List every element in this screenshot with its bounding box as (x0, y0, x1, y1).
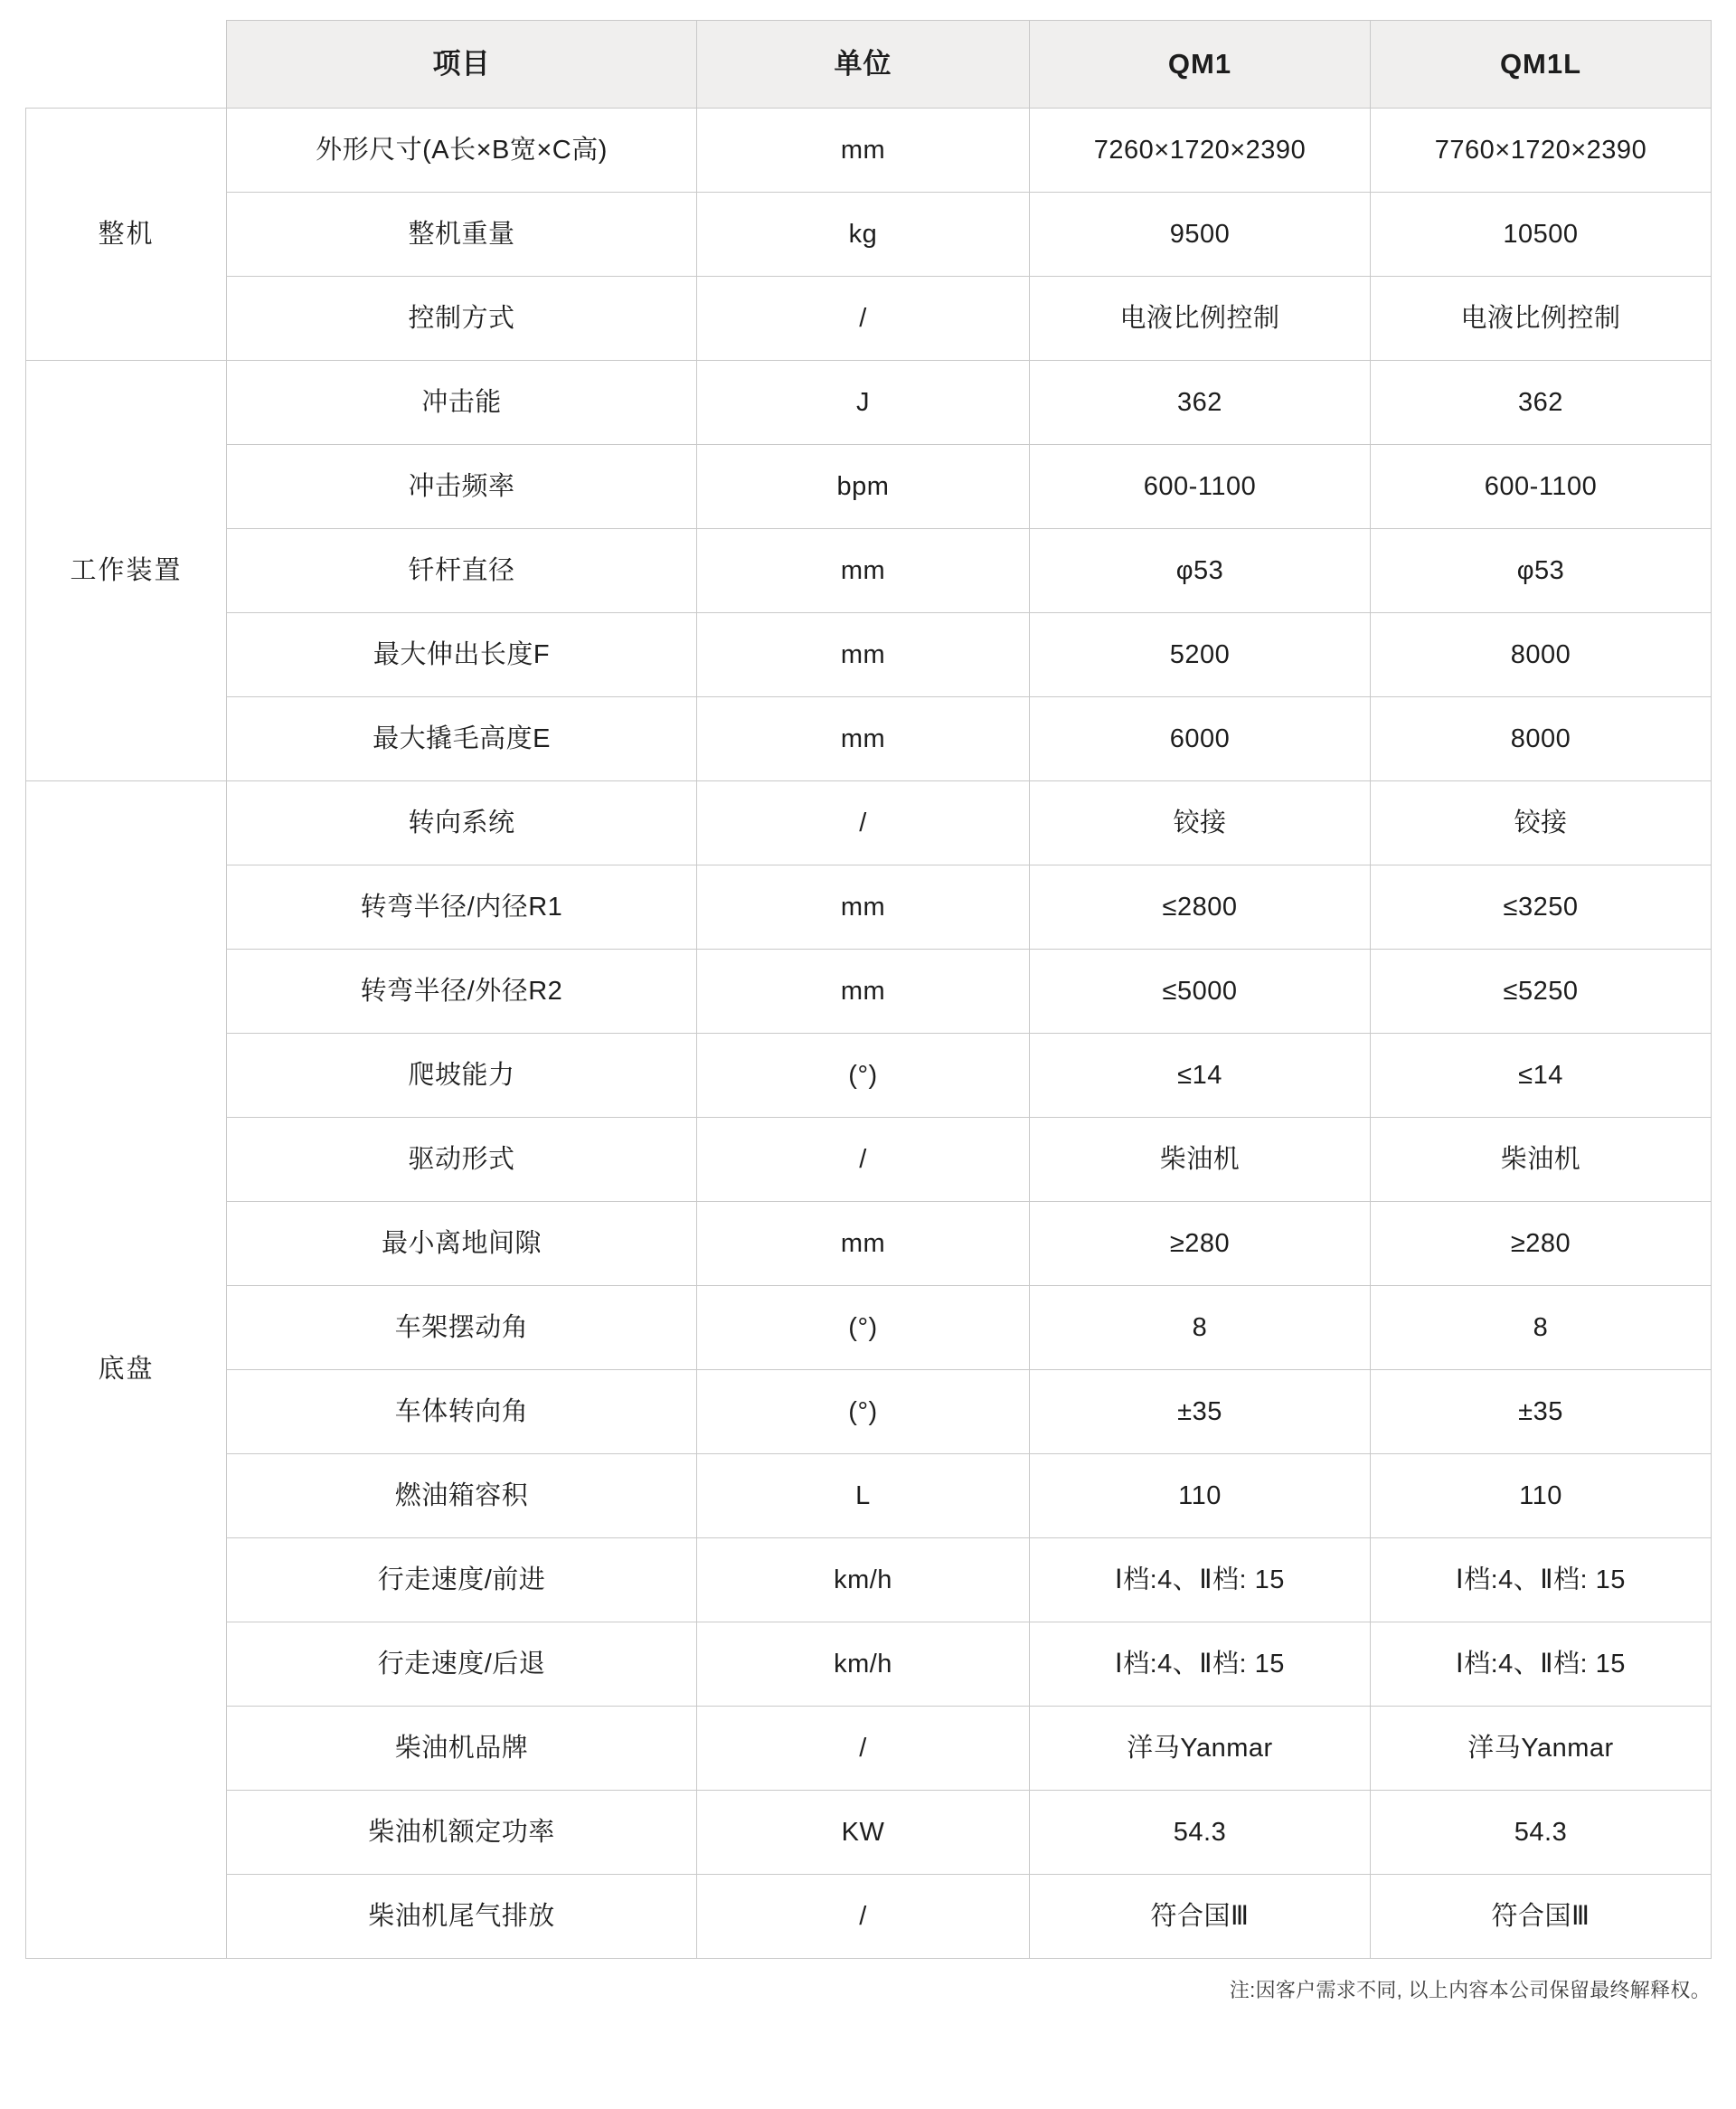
cell-item: 钎杆直径 (227, 529, 697, 613)
cell-qm1l: 洋马Yanmar (1371, 1707, 1712, 1791)
cell-qm1l: 8000 (1371, 697, 1712, 781)
cell-item: 行走速度/前进 (227, 1538, 697, 1622)
table-row (26, 865, 1712, 950)
cell-item: 柴油机品牌 (227, 1707, 697, 1791)
table-row (26, 1370, 1712, 1454)
cell-unit: mm (697, 1202, 1030, 1286)
cell-qm1: 54.3 (1030, 1791, 1371, 1875)
table-row (26, 781, 1712, 865)
header-row (26, 21, 1712, 109)
cell-qm1l: 10500 (1371, 193, 1712, 277)
cell-item: 柴油机尾气排放 (227, 1875, 697, 1959)
cell-item: 转弯半径/外径R2 (227, 950, 697, 1034)
cell-qm1l: 110 (1371, 1454, 1712, 1538)
table-row (26, 1118, 1712, 1202)
cell-unit: / (697, 1875, 1030, 1959)
header-item: 项目 (227, 21, 697, 109)
cell-qm1l: ≤5250 (1371, 950, 1712, 1034)
cell-qm1: 洋马Yanmar (1030, 1707, 1371, 1791)
cell-qm1l: ≤3250 (1371, 865, 1712, 950)
cell-qm1l: ≥280 (1371, 1202, 1712, 1286)
cell-qm1l: 8000 (1371, 613, 1712, 697)
table-row (26, 1202, 1712, 1286)
table-row (26, 1791, 1712, 1875)
header-group-blank (26, 21, 227, 109)
cell-unit: / (697, 1707, 1030, 1791)
cell-item: 爬坡能力 (227, 1034, 697, 1118)
table-row (26, 697, 1712, 781)
cell-qm1: 362 (1030, 361, 1371, 445)
cell-qm1l: 柴油机 (1371, 1118, 1712, 1202)
cell-unit: kg (697, 193, 1030, 277)
table-header (26, 21, 1712, 109)
cell-item: 车架摆动角 (227, 1286, 697, 1370)
cell-qm1l: 600-1100 (1371, 445, 1712, 529)
footnote: 注:因客户需求不同, 以上内容本公司保留最终解释权。 (1229, 1979, 1711, 2001)
cell-unit: (°) (697, 1034, 1030, 1118)
cell-unit: bpm (697, 445, 1030, 529)
header-qm1: QM1 (1030, 21, 1371, 109)
cell-qm1l: ±35 (1371, 1370, 1712, 1454)
table-row (26, 445, 1712, 529)
row-group-label: 工作装置 (26, 361, 227, 781)
cell-qm1l: 电液比例控制 (1371, 277, 1712, 361)
cell-qm1: ≤14 (1030, 1034, 1371, 1118)
table-row (26, 1286, 1712, 1370)
cell-unit: / (697, 277, 1030, 361)
cell-item: 燃油箱容积 (227, 1454, 697, 1538)
cell-item: 控制方式 (227, 277, 697, 361)
cell-qm1: 柴油机 (1030, 1118, 1371, 1202)
cell-item: 转向系统 (227, 781, 697, 865)
row-group-label: 整机 (26, 109, 227, 361)
cell-qm1: ≤5000 (1030, 950, 1371, 1034)
cell-qm1: φ53 (1030, 529, 1371, 613)
cell-qm1: 符合国Ⅲ (1030, 1875, 1371, 1959)
cell-qm1: Ⅰ档:4、Ⅱ档: 15 (1030, 1622, 1371, 1707)
header-unit: 单位 (697, 21, 1030, 109)
cell-qm1: 7260×1720×2390 (1030, 109, 1371, 193)
table-row (26, 361, 1712, 445)
table-row (26, 193, 1712, 277)
table-row (26, 1622, 1712, 1707)
cell-qm1l: 8 (1371, 1286, 1712, 1370)
cell-item: 驱动形式 (227, 1118, 697, 1202)
cell-qm1: 9500 (1030, 193, 1371, 277)
cell-item: 冲击能 (227, 361, 697, 445)
cell-unit: km/h (697, 1622, 1030, 1707)
cell-qm1: ≤2800 (1030, 865, 1371, 950)
cell-qm1l: 54.3 (1371, 1791, 1712, 1875)
cell-unit: / (697, 781, 1030, 865)
cell-unit: (°) (697, 1370, 1030, 1454)
cell-item: 整机重量 (227, 193, 697, 277)
specification-table (25, 20, 1712, 1959)
cell-item: 转弯半径/内径R1 (227, 865, 697, 950)
cell-unit: L (697, 1454, 1030, 1538)
cell-item: 冲击频率 (227, 445, 697, 529)
cell-qm1l: 7760×1720×2390 (1371, 109, 1712, 193)
cell-qm1: 5200 (1030, 613, 1371, 697)
table-row (26, 950, 1712, 1034)
cell-unit: mm (697, 109, 1030, 193)
cell-item: 柴油机额定功率 (227, 1791, 697, 1875)
cell-item: 最大伸出长度F (227, 613, 697, 697)
cell-qm1l: 符合国Ⅲ (1371, 1875, 1712, 1959)
table-row (26, 529, 1712, 613)
cell-qm1: ±35 (1030, 1370, 1371, 1454)
cell-qm1: 铰接 (1030, 781, 1371, 865)
cell-qm1l: Ⅰ档:4、Ⅱ档: 15 (1371, 1622, 1712, 1707)
cell-qm1: 110 (1030, 1454, 1371, 1538)
table-row (26, 277, 1712, 361)
table-row (26, 1707, 1712, 1791)
cell-item: 车体转向角 (227, 1370, 697, 1454)
cell-unit: mm (697, 613, 1030, 697)
cell-unit: J (697, 361, 1030, 445)
cell-unit: mm (697, 950, 1030, 1034)
cell-unit: mm (697, 697, 1030, 781)
cell-qm1: 8 (1030, 1286, 1371, 1370)
cell-qm1: Ⅰ档:4、Ⅱ档: 15 (1030, 1538, 1371, 1622)
cell-qm1: ≥280 (1030, 1202, 1371, 1286)
cell-qm1l: φ53 (1371, 529, 1712, 613)
cell-qm1l: ≤14 (1371, 1034, 1712, 1118)
cell-unit: mm (697, 865, 1030, 950)
cell-qm1: 600-1100 (1030, 445, 1371, 529)
cell-qm1l: 362 (1371, 361, 1712, 445)
cell-unit: mm (697, 529, 1030, 613)
table-row (26, 1875, 1712, 1959)
cell-unit: / (697, 1118, 1030, 1202)
cell-unit: km/h (697, 1538, 1030, 1622)
cell-qm1: 电液比例控制 (1030, 277, 1371, 361)
table-row (26, 1034, 1712, 1118)
table-body (26, 109, 1712, 1959)
cell-item: 最大撬毛高度E (227, 697, 697, 781)
cell-qm1: 6000 (1030, 697, 1371, 781)
cell-unit: (°) (697, 1286, 1030, 1370)
table-row (26, 613, 1712, 697)
cell-item: 行走速度/后退 (227, 1622, 697, 1707)
table-row (26, 1454, 1712, 1538)
cell-item: 外形尺寸(A长×B宽×C高) (227, 109, 697, 193)
table-row (26, 109, 1712, 193)
cell-qm1l: 铰接 (1371, 781, 1712, 865)
cell-unit: KW (697, 1791, 1030, 1875)
table-row (26, 1538, 1712, 1622)
cell-qm1l: Ⅰ档:4、Ⅱ档: 15 (1371, 1538, 1712, 1622)
row-group-label: 底盘 (26, 781, 227, 1959)
cell-item: 最小离地间隙 (227, 1202, 697, 1286)
header-qm1l: QM1L (1371, 21, 1712, 109)
